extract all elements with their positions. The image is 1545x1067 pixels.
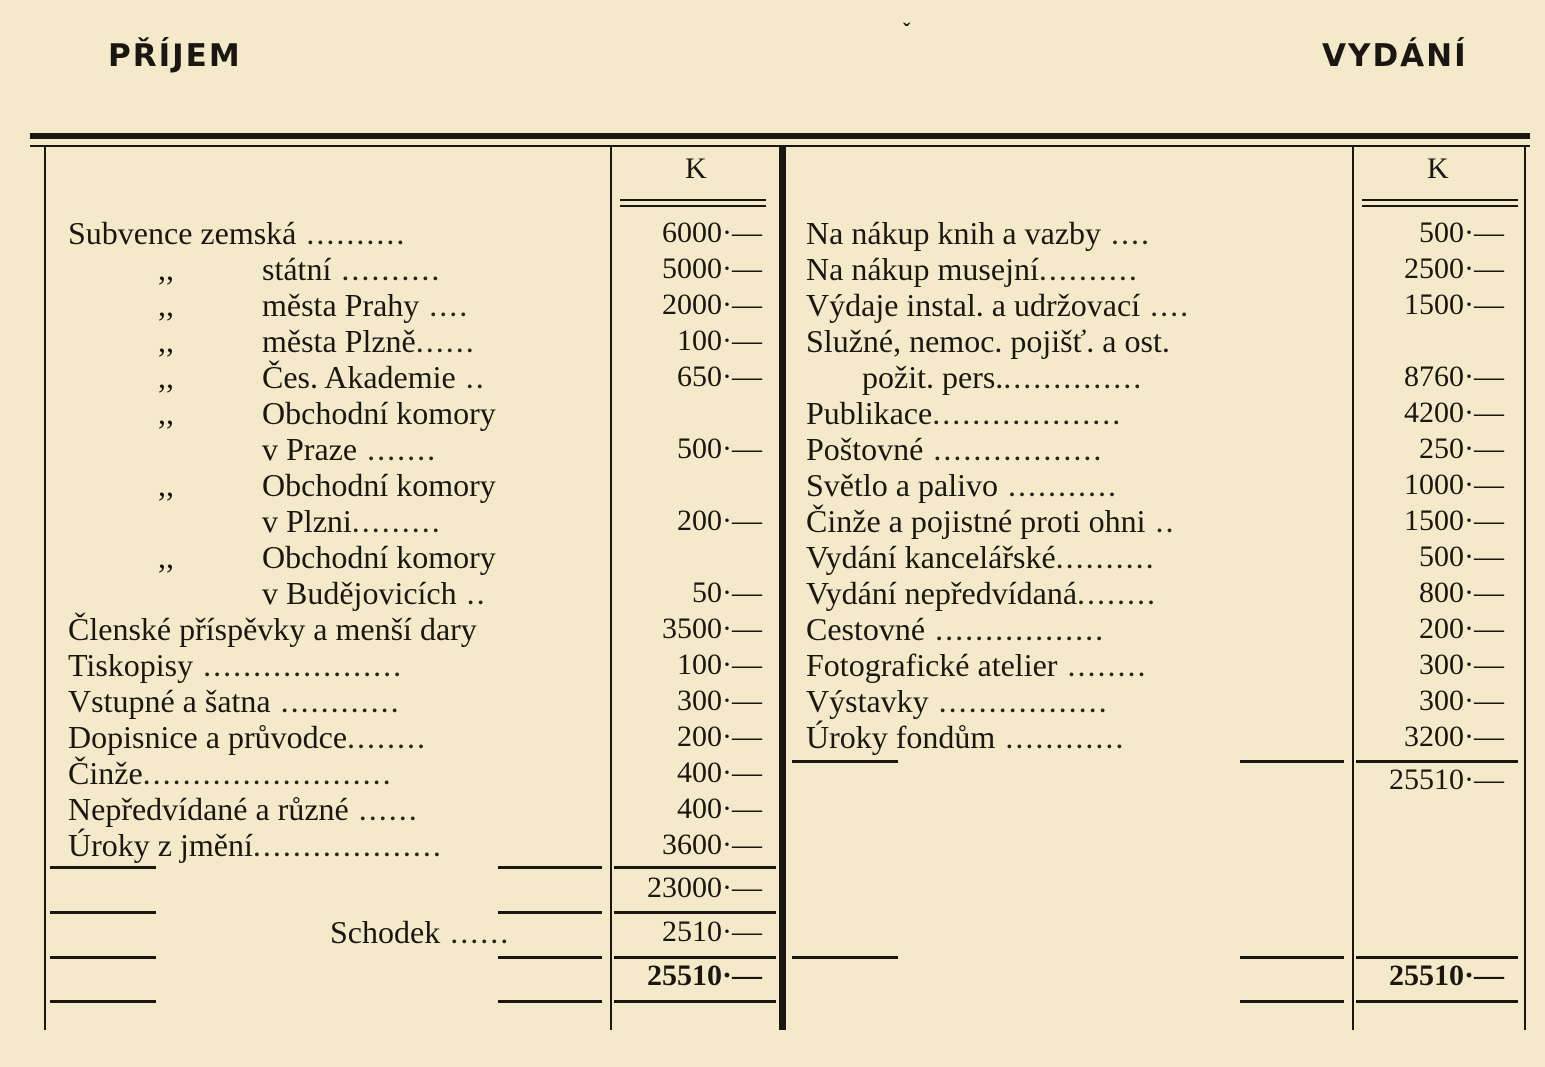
amount-dash: ·— [722, 612, 762, 645]
amount-value: 4200 [1404, 396, 1464, 429]
ditto-mark: ,, [158, 251, 174, 287]
amount-value: 500 [1419, 216, 1464, 249]
income-amount [612, 827, 762, 863]
expense-label: Vydání kancelářské [806, 539, 1056, 575]
amount-value: 100 [677, 324, 722, 357]
income-amount [612, 791, 762, 827]
income-amount [612, 683, 762, 719]
leader-dots: .... [1101, 215, 1152, 251]
income-label: v Plzni [262, 503, 352, 539]
income-heading: PŘÍJEM [108, 38, 242, 74]
income-amount [612, 287, 762, 323]
leader-dots: .. [1145, 503, 1176, 539]
income-row [262, 395, 588, 431]
expense-amount [1354, 539, 1504, 575]
expense-label: Poštovné [806, 431, 924, 467]
leader-dots: ............ [995, 719, 1126, 755]
income-row [262, 539, 588, 575]
amount-dash: ·— [1464, 468, 1504, 501]
expense-amount [1354, 575, 1504, 611]
amount-value: 1500 [1404, 504, 1464, 537]
amount-dash: ·— [722, 360, 762, 393]
amount-value: 650 [677, 360, 722, 393]
leader-dots: ................... [252, 827, 443, 863]
amount-value: 2500 [1404, 252, 1464, 285]
amount-value: 300 [677, 684, 722, 717]
amount-dash: ·— [1464, 288, 1504, 321]
expense-row [806, 503, 1328, 539]
leader-dots: ................. [923, 431, 1104, 467]
grand-rule-mid [498, 956, 602, 959]
expense-grand-total: 25510·— [1389, 959, 1505, 992]
bottom-rule-amount [614, 1000, 776, 1003]
amount-dash: ·— [722, 648, 762, 681]
income-total-rule-amount [614, 866, 776, 869]
expense-amount [1354, 359, 1504, 395]
income-amount [612, 503, 762, 539]
income-label: Úroky z jmění [68, 827, 253, 863]
deficit-row: Schodek ...... [330, 914, 511, 950]
amount-value: 6000 [662, 216, 722, 249]
ditto-mark: ,, [158, 395, 174, 431]
income-amount [612, 755, 762, 791]
expense-row [806, 431, 1328, 467]
income-row [262, 431, 588, 467]
amount-dash: ·— [1464, 576, 1504, 609]
expense-label: Publikace [806, 395, 933, 431]
amount-value: 1500 [1404, 288, 1464, 321]
expense-label: Činže a pojistné proti ohni [806, 503, 1146, 539]
income-amount [612, 359, 762, 395]
expense-label: Výstavky [806, 683, 929, 719]
amount-value: 3500 [662, 612, 722, 645]
leader-dots: .............. [1003, 359, 1144, 395]
expense-amount [1354, 683, 1504, 719]
expense-row [806, 215, 1328, 251]
expense-amount [1354, 647, 1504, 683]
expense-label: Výdaje instal. a udržovací [806, 287, 1141, 323]
expense-label: Na nákup musejní [806, 251, 1039, 287]
expense-total: 25510·— [1389, 763, 1504, 796]
right-border [1524, 147, 1526, 1030]
income-row [262, 323, 588, 359]
income-label: města Plzně [262, 323, 416, 359]
expense-row [806, 647, 1328, 683]
amount-value: 200 [677, 504, 722, 537]
income-amount [612, 431, 762, 467]
amount-dash: ·— [1464, 360, 1504, 393]
amount-value: 2000 [662, 288, 722, 321]
income-row [68, 215, 588, 251]
leader-dots: .......... [296, 215, 407, 251]
expense-amount [1354, 719, 1504, 755]
income-label: města Prahy [262, 287, 420, 323]
income-total-rule-left [50, 866, 156, 869]
expense-label: Služné, nemoc. pojišť. a ost. [806, 323, 1170, 359]
deficit-amount: 2510·— [662, 915, 762, 948]
income-currency-label: K [685, 152, 707, 185]
income-k-rule-2 [620, 205, 766, 207]
amount-value: 250 [1419, 432, 1464, 465]
leader-dots: ......... [351, 503, 442, 539]
leader-dots: ...... [415, 323, 476, 359]
expense-label: Fotografické atelier [806, 647, 1058, 683]
amount-dash: ·— [1464, 504, 1504, 537]
expense-heading: VYDÁNÍ [1322, 38, 1468, 74]
income-row [262, 575, 588, 611]
income-label: státní [262, 251, 332, 287]
amount-value: 400 [677, 792, 722, 825]
amount-dash: ·— [722, 756, 762, 789]
expense-row [806, 719, 1328, 755]
bottom-rule-left [50, 1000, 156, 1003]
income-row [262, 287, 588, 323]
income-label: Subvence zemská [68, 215, 297, 251]
expense-label: Cestovné [806, 611, 926, 647]
amount-value: 8760 [1404, 360, 1464, 393]
amount-value: 200 [677, 720, 722, 753]
leader-dots: .... [419, 287, 470, 323]
income-row [68, 683, 588, 719]
leader-dots: ........ [347, 719, 428, 755]
amount-dash: ·— [1464, 540, 1504, 573]
amount-value: 800 [1419, 576, 1464, 609]
income-subtotal: 23000·— [647, 871, 762, 904]
income-k-rule-1 [620, 199, 766, 201]
income-amount [612, 323, 762, 359]
expense-amount [1354, 467, 1504, 503]
expense-label: Na nákup knih a vazby [806, 215, 1102, 251]
income-label: Obchodní komory [262, 395, 496, 431]
amount-dash: ·— [722, 792, 762, 825]
leader-dots: .. [456, 575, 487, 611]
expense-bottom-rule-amount [1356, 1000, 1518, 1003]
amount-dash: ·— [722, 576, 762, 609]
income-row [68, 647, 588, 683]
expense-row [806, 323, 1328, 359]
expense-row [862, 359, 1328, 395]
expense-row [806, 683, 1328, 719]
expense-amount [1354, 287, 1504, 323]
leader-dots: ....... [357, 431, 438, 467]
income-row [262, 503, 588, 539]
top-rule-thick [30, 133, 1530, 139]
income-label: Čes. Akademie [262, 359, 456, 395]
leader-dots: ........... [997, 467, 1118, 503]
income-amount [612, 575, 762, 611]
leader-dots: ........ [1057, 647, 1148, 683]
income-label: Obchodní komory [262, 539, 496, 575]
ditto-mark: ,, [158, 323, 174, 359]
expense-amount [1354, 503, 1504, 539]
expense-row [806, 575, 1328, 611]
income-label: Činže [68, 755, 143, 791]
amount-dash: ·— [722, 432, 762, 465]
expense-label: Úroky fondům [806, 719, 996, 755]
leader-dots: .................... [193, 647, 404, 683]
expense-currency-label: K [1427, 152, 1449, 185]
expense-row [806, 467, 1328, 503]
amount-value: 1000 [1404, 468, 1464, 501]
income-row [68, 611, 588, 647]
income-amount [612, 251, 762, 287]
income-label: Vstupné a šatna [68, 683, 271, 719]
expense-label: požit. pers. [862, 359, 1004, 395]
amount-value: 50 [692, 576, 722, 609]
income-label: v Praze [262, 431, 358, 467]
expense-amount [1354, 611, 1504, 647]
amount-dash: ·— [1464, 216, 1504, 249]
amount-dash: ·— [1464, 720, 1504, 753]
leader-dots: ...... [348, 791, 419, 827]
amount-dash: ·— [722, 504, 762, 537]
amount-dash: ·— [1464, 684, 1504, 717]
income-label: v Budějovicích [262, 575, 457, 611]
leader-dots: ................... [932, 395, 1123, 431]
amount-dash: ·— [1464, 612, 1504, 645]
income-label: Nepředvídané a různé [68, 791, 349, 827]
expense-row [806, 287, 1328, 323]
expense-amount [1354, 215, 1504, 251]
expense-row [806, 539, 1328, 575]
amount-value: 3200 [1404, 720, 1464, 753]
income-row [68, 791, 588, 827]
center-divider [779, 147, 786, 1030]
income-grand-total: 25510·— [647, 959, 763, 992]
expense-k-rule-1 [1362, 199, 1518, 201]
amount-value: 3600 [662, 828, 722, 861]
income-label: Obchodní komory [262, 467, 496, 503]
amount-value: 200 [1419, 612, 1464, 645]
income-row [262, 467, 588, 503]
expense-k-rule-2 [1362, 205, 1518, 207]
expense-grand-rule-mid [1240, 956, 1344, 959]
leader-dots: .... [1140, 287, 1191, 323]
ditto-mark: ,, [158, 467, 174, 503]
income-row [68, 755, 588, 791]
income-total-rule-mid [498, 866, 602, 869]
ditto-mark: ,, [158, 359, 174, 395]
grand-rule-left [50, 956, 156, 959]
amount-dash: ·— [722, 288, 762, 321]
expense-bottom-rule-mid [1240, 1000, 1344, 1003]
amount-value: 300 [1419, 648, 1464, 681]
ditto-mark: ,, [158, 287, 174, 323]
expense-total-rule-left [792, 760, 898, 763]
amount-dash: ·— [722, 720, 762, 753]
amount-dash: ·— [1464, 648, 1504, 681]
income-label: Dopisnice a průvodce [68, 719, 348, 755]
income-label: Tiskopisy [68, 647, 194, 683]
amount-value: 100 [677, 648, 722, 681]
income-amount [612, 215, 762, 251]
amount-dash: ·— [722, 216, 762, 249]
leader-dots: .......... [1055, 539, 1156, 575]
income-row [262, 359, 588, 395]
amount-value: 300 [1419, 684, 1464, 717]
expense-grand-rule-left [792, 956, 898, 959]
expense-label: Světlo a palivo [806, 467, 998, 503]
amount-dash: ·— [722, 828, 762, 861]
income-amount [612, 647, 762, 683]
leader-dots: ........ [1077, 575, 1158, 611]
income-row [68, 719, 588, 755]
amount-value: 400 [677, 756, 722, 789]
amount-value: 500 [1419, 540, 1464, 573]
expense-row [806, 611, 1328, 647]
amount-dash: ·— [1464, 252, 1504, 285]
expense-row [806, 251, 1328, 287]
amount-dash: ·— [1464, 396, 1504, 429]
expense-label: Vydání nepředvídaná [806, 575, 1078, 611]
leader-dots: .......... [1038, 251, 1139, 287]
amount-value: 500 [677, 432, 722, 465]
accent-mark: ˇ [903, 18, 911, 43]
amount-value: 5000 [662, 252, 722, 285]
leader-dots: ................. [928, 683, 1109, 719]
leader-dots: ................. [925, 611, 1106, 647]
expense-amount [1354, 251, 1504, 287]
expense-total-rule-mid [1240, 760, 1344, 763]
amount-dash: ·— [1464, 432, 1504, 465]
leader-dots: ............ [270, 683, 401, 719]
income-row [262, 251, 588, 287]
income-row [68, 827, 588, 863]
left-border [44, 147, 46, 1030]
income-label: Členské příspěvky a menší dary [68, 611, 477, 647]
amount-dash: ·— [722, 684, 762, 717]
deficit-rule-left [50, 911, 156, 914]
bottom-rule-mid [498, 1000, 602, 1003]
income-amount [612, 719, 762, 755]
amount-dash: ·— [722, 252, 762, 285]
expense-amount [1354, 431, 1504, 467]
expense-row [806, 395, 1328, 431]
income-amount [612, 611, 762, 647]
leader-dots: .......... [331, 251, 442, 287]
leader-dots: .. [455, 359, 486, 395]
amount-dash: ·— [722, 324, 762, 357]
leader-dots: ......................... [142, 755, 393, 791]
ditto-mark: ,, [158, 539, 174, 575]
expense-amount [1354, 395, 1504, 431]
